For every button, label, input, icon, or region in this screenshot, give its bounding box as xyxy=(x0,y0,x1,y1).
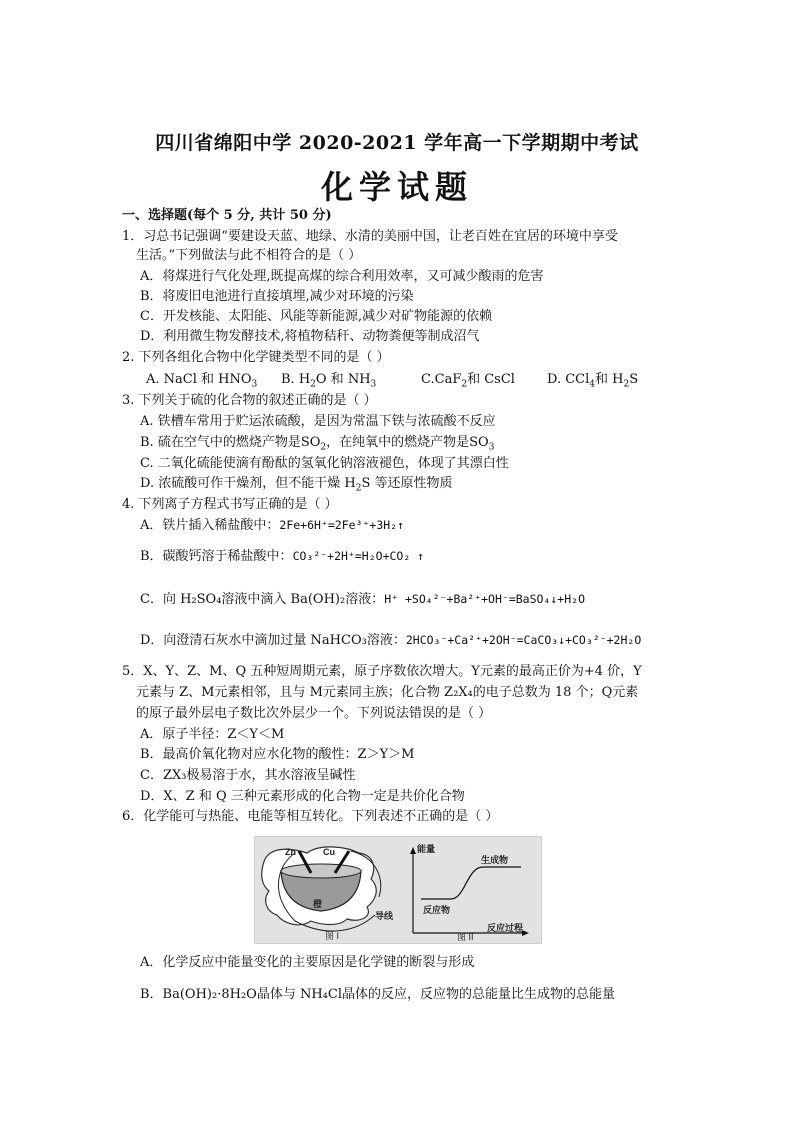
figure2-y-arrow xyxy=(410,847,416,854)
q1-stem-line2: 生活。”下列做法与此不相符合的是（ ） xyxy=(136,248,362,263)
q4-option-b: B．碳酸钙溶于稀盐酸中：CO₃²⁻+2H⁺=H₂O+CO₂ ↑ xyxy=(140,549,425,564)
exam-title: 四川省绵阳中学 2020-2021 学年高一下学期期中考试 xyxy=(155,132,639,154)
figure2-caption: 图 II xyxy=(457,932,474,942)
figure1-label-wire: 导线 xyxy=(375,911,394,921)
q5-stem-line1: 5．X、Y、Z、M、Q 五种短周期元素，原子序数依次增大。Y元素的最高正价为+4 价，Y xyxy=(122,664,642,679)
q2-stem: 2. 下列各组化合物中化学键类型不同的是（ ） xyxy=(122,350,390,365)
q5-stem-line2: 元素与 Z、M元素相邻，且与 M元素同主族；化合物 Z₂X₄的电子总数为 18 个；Q元素 xyxy=(136,685,639,700)
q4-stem: 4. 下列离子方程式书写正确的是（ ） xyxy=(122,497,338,512)
q4-option-d: D．向澄清石灰水中滴加过量 NaHCO₃溶液：2HCO₃⁻+Ca²⁺+2OH⁻=CaCO₃↓+CO₃²⁻+2H₂O xyxy=(140,633,642,648)
figure2-x-arrow xyxy=(522,930,529,936)
q2-option-c: C.CaF$_2$和 CsCl xyxy=(421,372,515,390)
figure1-label-cu: Cu xyxy=(323,847,335,857)
figure2-energy-curve xyxy=(421,867,521,899)
q2-option-d: D. CCl$_4$和 $H_2S$ xyxy=(547,372,639,390)
q6-stem: 6．化学能可与热能、电能等相互转化。下列表述不正确的是（ ） xyxy=(122,809,499,824)
q1-option-b: B．将废旧电池进行直接填埋,减少对环境的污染 xyxy=(140,289,414,304)
q4-option-c: C．向 H₂SO₄溶液中滴入 Ba(OH)₂溶液：H⁺ +SO₄²⁻+Ba²⁺+OH⁻=BaSO₄↓+H₂O xyxy=(140,592,585,607)
figure2-label-product: 生成物 xyxy=(481,855,509,865)
q5-option-d: D．X、Z 和 Q 三种元素形成的化合物一定是共价化合物 xyxy=(140,789,465,804)
q5-option-b: B．最高价氧化物对应水化物的酸性：Z＞Y＞M xyxy=(140,747,415,762)
q3-option-b: B. 硫在空气中的燃烧产物是$SO_2$，在纯氧中的燃烧产物是$SO_3$ xyxy=(140,435,495,453)
q3-stem: 3. 下列关于硫的化合物的叙述正确的是（ ） xyxy=(122,393,377,408)
q3-option-d: D. 浓硫酸可作干燥剂，但不能干燥 $H_2S$ 等还原性物质 xyxy=(140,476,453,494)
q2-option-a: A. NaCl 和 $HNO_3$ xyxy=(146,372,258,390)
figure1-caption: 图 I xyxy=(325,931,340,941)
q6-option-a: A．化学反应中能量变化的主要原因是化学键的断裂与形成 xyxy=(140,955,475,970)
q1-option-c: C．开发核能、太阳能、风能等新能源,减少对矿物能源的依赖 xyxy=(140,309,493,324)
figure1-label-orange: 橙 xyxy=(313,899,323,909)
q6-figure xyxy=(254,836,542,944)
q5-stem-line3: 的原子最外层电子数比次外层少一个。下列说法错误的是（ ） xyxy=(136,706,492,721)
exam-subject-title: 化学试题 xyxy=(320,168,473,206)
q3-option-c: C. 二氧化硫能使滴有酚酞的氢氧化钠溶液褪色，体现了其漂白性 xyxy=(140,456,509,471)
figure2-label-reactant: 反应物 xyxy=(423,905,451,915)
figure1-orange-top xyxy=(281,864,361,878)
q1-option-a: A．将煤进行气化处理,既提高煤的综合利用效率，又可减少酸雨的危害 xyxy=(140,269,544,284)
q2-option-b: B. $H_2O$ 和 $NH_3$ xyxy=(281,372,377,390)
q4-option-a: A．铁片插入稀盐酸中：2Fe+6H⁺=2Fe³⁺+3H₂↑ xyxy=(140,518,405,533)
q5-option-a: A．原子半径：Z＜Y＜M xyxy=(140,727,285,742)
q6-option-b: B．Ba(OH)₂·8H₂O晶体与 NH₄Cl晶体的反应，反应物的总能量比生成物的总能量 xyxy=(140,987,615,1002)
figure2-label-energy: 能量 xyxy=(417,844,436,854)
figure1-label-zn: Zn xyxy=(285,847,296,857)
q5-option-c: C．ZX₃极易溶于水，其水溶液呈碱性 xyxy=(140,768,356,783)
q1-stem-line1: 1．习总书记强调“要建设天蓝、地绿、水清的美丽中国，让老百姓在宜居的环境中享受 xyxy=(122,229,618,244)
q1-option-d: D．利用微生物发酵技术,将植物秸秆、动物粪便等制成沼气 xyxy=(140,329,480,344)
figure2-label-progress: 反应过程 xyxy=(487,923,524,933)
section-heading: 一、选择题(每个 5 分, 共计 50 分) xyxy=(122,208,332,223)
q3-option-a: A. 铁槽车常用于贮运浓硫酸，是因为常温下铁与浓硫酸不反应 xyxy=(140,414,496,429)
